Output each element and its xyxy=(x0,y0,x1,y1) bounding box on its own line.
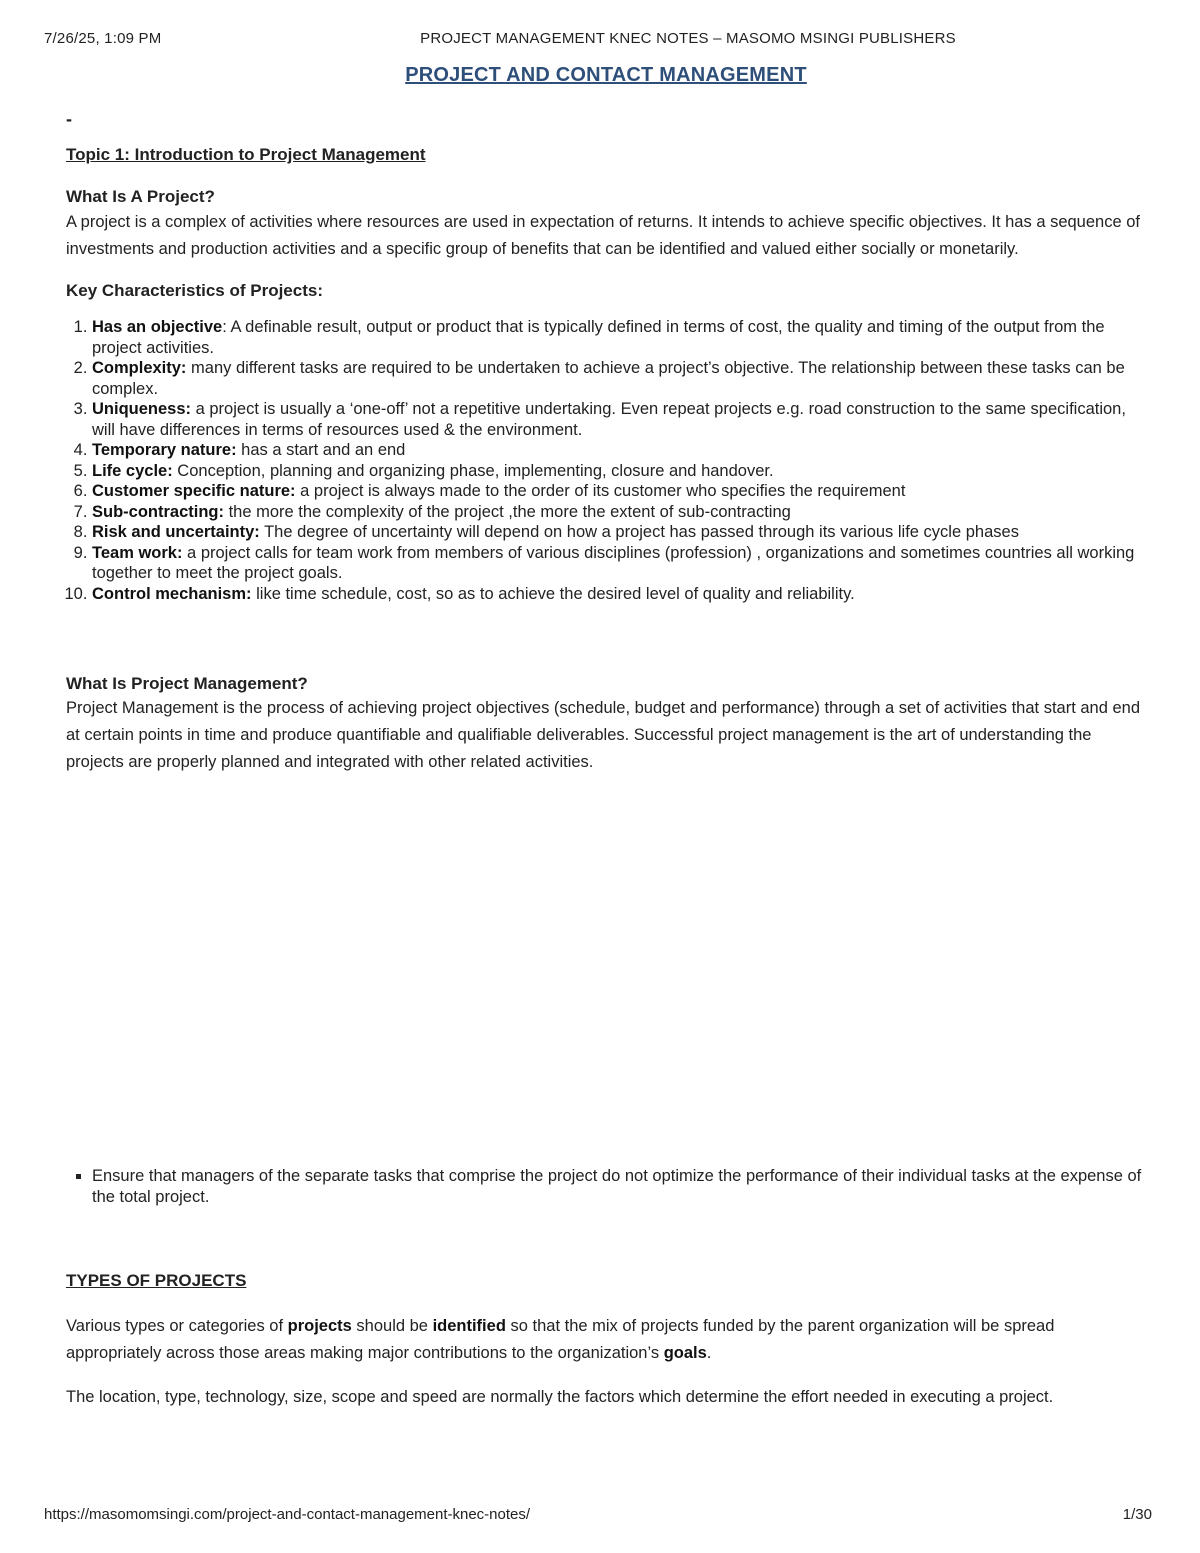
item-term: Has an objective xyxy=(92,318,223,336)
list-item xyxy=(92,317,1146,358)
item-term: Team work: xyxy=(92,543,183,562)
text-run: so that the mix of projects funded by the parent organization will be spread appropriately across those areas making major contributions to the organization’s xyxy=(66,1317,1055,1362)
list-item xyxy=(92,584,1146,605)
list-item: ▪ Ensure that managers of the separate tasks that comprise the project do not optimize the performance of their individual tasks at the expense of the total project. xyxy=(92,1166,1146,1207)
characteristics-heading: Key Characteristics of Projects: xyxy=(66,281,323,300)
list-item xyxy=(92,502,1146,523)
item-text: the more the complexity of the project ,the more the extent of sub-contracting xyxy=(224,502,791,521)
item-term: Risk and uncertainty: xyxy=(92,523,260,541)
what-is-project-text: A project is a complex of activities where resources are used in expectation of returns. It intends to achieve specific objectives. It has a sequence of investments and production activities and a specific group of benefits that can be identified and valued either socially or monetarily. xyxy=(66,213,1140,258)
types-paragraph-2: The location, type, technology, size, scope and speed are normally the factors which determine the effort needed in executing a project. xyxy=(66,1388,1054,1406)
list-item xyxy=(92,358,1146,399)
list-item xyxy=(92,461,1146,482)
what-is-project-heading: What Is A Project? xyxy=(66,187,215,206)
item-text: a project is usually a ‘one-off’ not a repetitive undertaking. Even repeat projects e.g. road construction to the same specification, will have differences in terms of resources used & the environment. xyxy=(92,400,1126,439)
item-text: : A definable result, output or product that is typically defined in terms of cost, the quality and timing of the output from the project activities. xyxy=(92,318,1105,357)
keyword-projects: projects xyxy=(287,1317,352,1335)
what-is-pm-heading: What Is Project Management? xyxy=(66,674,308,693)
item-text: a project is always made to the order of its customer who specifies the requirement xyxy=(295,482,906,500)
print-footer-url: https://masomomsingi.com/project-and-contact-management-knec-notes/ xyxy=(44,1506,531,1523)
what-is-pm-text: Project Management is the process of achieving project objectives (schedule, budget and performance) through a set of activities that start and end at certain points in time and produce quantifiable and qualifiable deliverables. Successful project management is the art of understanding the projects are properly planned and integrated with other related activities. xyxy=(66,699,1141,771)
topic-heading: Topic 1: Introduction to Project Management xyxy=(66,145,426,164)
bullet-list xyxy=(66,1166,1146,1207)
item-text: has a start and an end xyxy=(236,441,406,459)
dash-separator: - xyxy=(66,109,72,129)
types-heading: TYPES OF PROJECTS xyxy=(66,1271,247,1290)
article-content xyxy=(66,62,1146,1411)
keyword-identified: identified xyxy=(432,1317,506,1335)
print-header-title: PROJECT MANAGEMENT KNEC NOTES – MASOMO MSINGI PUBLISHERS xyxy=(420,30,956,47)
item-term: Complexity: xyxy=(92,359,187,377)
list-item xyxy=(92,440,1146,461)
list-item xyxy=(92,522,1146,543)
item-text: The degree of uncertainty will depend on how a project has passed through its various life cycle phases xyxy=(259,523,1019,541)
item-text: a project calls for team work from members of various disciplines (profession) , organizations and sometimes countries all working together to meet the project goals. xyxy=(92,543,1135,582)
types-paragraph-1 xyxy=(66,1313,1146,1367)
text-run: Various types or categories of xyxy=(66,1317,288,1335)
item-term: Control mechanism: xyxy=(92,584,252,603)
list-item xyxy=(92,543,1146,584)
item-term: Temporary nature: xyxy=(92,441,237,459)
item-text: many different tasks are required to be undertaken to achieve a project’s objective. The relationship between these tasks can be complex. xyxy=(92,359,1125,398)
text-run: . xyxy=(706,1344,712,1362)
item-text: Conception, planning and organizing phase, implementing, closure and handover. xyxy=(172,461,774,480)
characteristics-list xyxy=(66,317,1146,604)
item-text: like time schedule, cost, so as to achieve the desired level of quality and reliability. xyxy=(251,584,855,603)
list-item xyxy=(92,481,1146,502)
keyword-goals: goals xyxy=(663,1344,707,1362)
item-term: Customer specific nature: xyxy=(92,482,296,500)
print-date: 7/26/25, 1:09 PM xyxy=(44,30,162,47)
item-term: Life cycle: xyxy=(92,461,173,480)
item-term: Uniqueness: xyxy=(92,400,192,418)
page-number: 1/30 xyxy=(1122,1506,1152,1523)
list-item xyxy=(92,399,1146,440)
page-title: PROJECT AND CONTACT MANAGEMENT xyxy=(405,64,807,86)
item-term: Sub-contracting: xyxy=(92,502,224,521)
text-run: should be xyxy=(351,1317,433,1335)
